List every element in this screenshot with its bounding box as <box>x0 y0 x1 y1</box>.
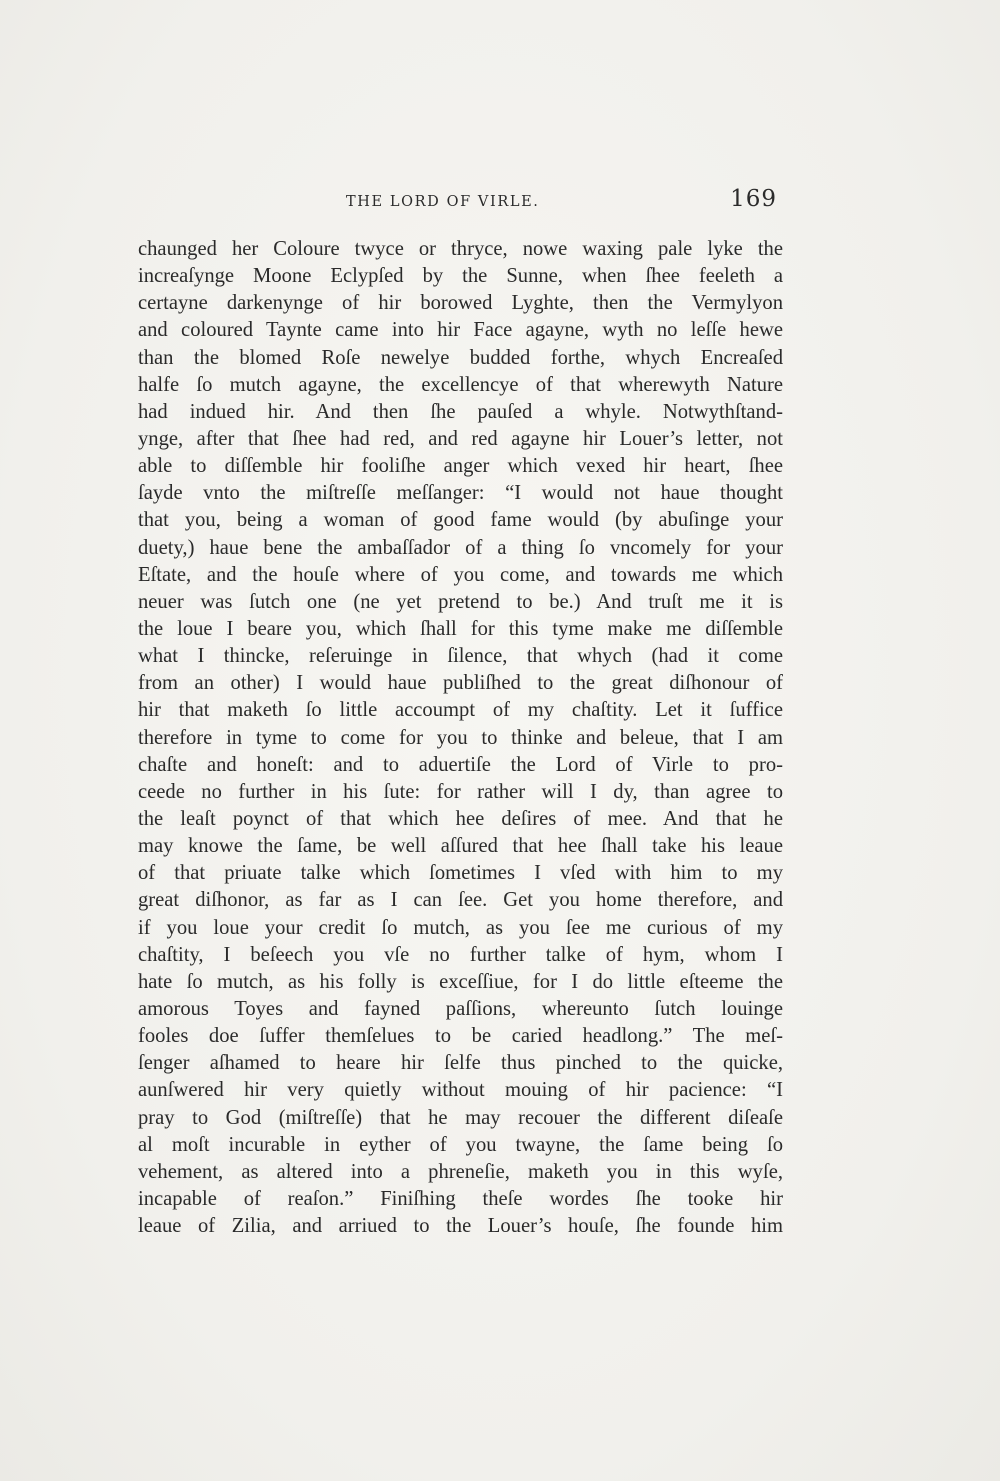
text-line: and coloured Taynte came into hir Face agayne, wyth no leſſe hewe <box>138 319 783 342</box>
text-line: hir that maketh ſo little accoumpt of my chaſtity. Let it ſuffice <box>138 699 783 722</box>
text-line: ſayde vnto the miſtreſſe meſſanger: “I would not haue thought <box>138 482 783 505</box>
text-line: than the blomed Roſe newelye budded forthe, whych Encreaſed <box>138 346 783 369</box>
text-line: aunſwered hir very quietly without mouing of hir pacience: “I <box>138 1079 783 1102</box>
text-line: neuer was ſutch one (ne yet pretend to be.) And truſt me it is <box>138 590 783 613</box>
text-line: from an other) I would haue publiſhed to the great diſhonour of <box>138 672 783 695</box>
text-line: that you, being a woman of good fame would (by abuſinge your <box>138 509 783 532</box>
text-line: vehement, as altered into a phreneſie, maketh you in this wyſe, <box>138 1160 783 1183</box>
page-header <box>138 188 783 222</box>
text-line: incapable of reaſon.” Finiſhing theſe wordes ſhe tooke hir <box>138 1187 783 1210</box>
text-line: if you loue your credit ſo mutch, as you ſee me curious of my <box>138 916 783 939</box>
text-line: fooles doe ſuffer themſelues to be caried headlong.” The meſ- <box>138 1025 783 1048</box>
text-line: duety,) haue bene the ambaſſador of a thing ſo vncomely for your <box>138 536 783 559</box>
text-line: able to diſſemble hir fooliſhe anger which vexed hir heart, ſhee <box>138 455 783 478</box>
text-line: amorous Toyes and fayned paſſions, whereunto ſutch louinge <box>138 997 783 1020</box>
text-line: halfe ſo mutch agayne, the excellencye of that wherewyth Nature <box>138 373 783 396</box>
text-line: what I thincke, reſeruinge in ſilence, that whych (had it come <box>138 645 783 668</box>
running-head: THE LORD OF VIRLE. <box>346 194 540 210</box>
text-line: ynge, after that ſhee had red, and red agayne hir Louer’s letter, not <box>138 427 783 450</box>
page-number: 169 <box>730 186 777 212</box>
text-line: leaue of Zilia, and arriued to the Louer’s houſe, ſhe founde him <box>138 1215 783 1238</box>
text-line: may knowe the ſame, be well aſſured that hee ſhall take his leaue <box>138 835 783 858</box>
text-line: had indued hir. And then ſhe pauſed a whyle. Notwythſtand- <box>138 400 783 423</box>
text-line: chaſtity, I beſeech you vſe no further talke of hym, whom I <box>138 943 783 966</box>
text-line: of that priuate talke which ſometimes I vſed with him to my <box>138 862 783 885</box>
body-text <box>138 236 783 1240</box>
text-line: certayne darkenynge of hir borowed Lyghte, then the Vermylyon <box>138 292 783 315</box>
text-line: chaſte and honeſt: and to aduertiſe the Lord of Virle to pro- <box>138 753 783 776</box>
text-line: therefore in tyme to come for you to thinke and beleue, that I am <box>138 726 783 749</box>
text-line: Eſtate, and the houſe where of you come, and towards me which <box>138 563 783 586</box>
text-line: ſenger aſhamed to heare hir ſelfe thus pinched to the quicke, <box>138 1052 783 1075</box>
text-line: great diſhonor, as far as I can ſee. Get you home therefore, and <box>138 889 783 912</box>
text-line: pray to God (miſtreſſe) that he may recouer the different diſeaſe <box>138 1106 783 1129</box>
text-line: al moſt incurable in eyther of you twayne, the ſame being ſo <box>138 1133 783 1156</box>
text-line: ceede no further in his ſute: for rather will I dy, than agree to <box>138 780 783 803</box>
text-line: the leaſt poynct of that which hee deſires of mee. And that he <box>138 807 783 830</box>
text-line: hate ſo mutch, as his folly is exceſſiue, for I do little eſteeme the <box>138 970 783 993</box>
text-line: the loue I beare you, which ſhall for this tyme make me diſſemble <box>138 617 783 640</box>
text-line: increaſynge Moone Eclypſed by the Sunne, when ſhee feeleth a <box>138 265 783 288</box>
text-line: chaunged her Coloure twyce or thryce, nowe waxing pale lyke the <box>138 238 783 260</box>
